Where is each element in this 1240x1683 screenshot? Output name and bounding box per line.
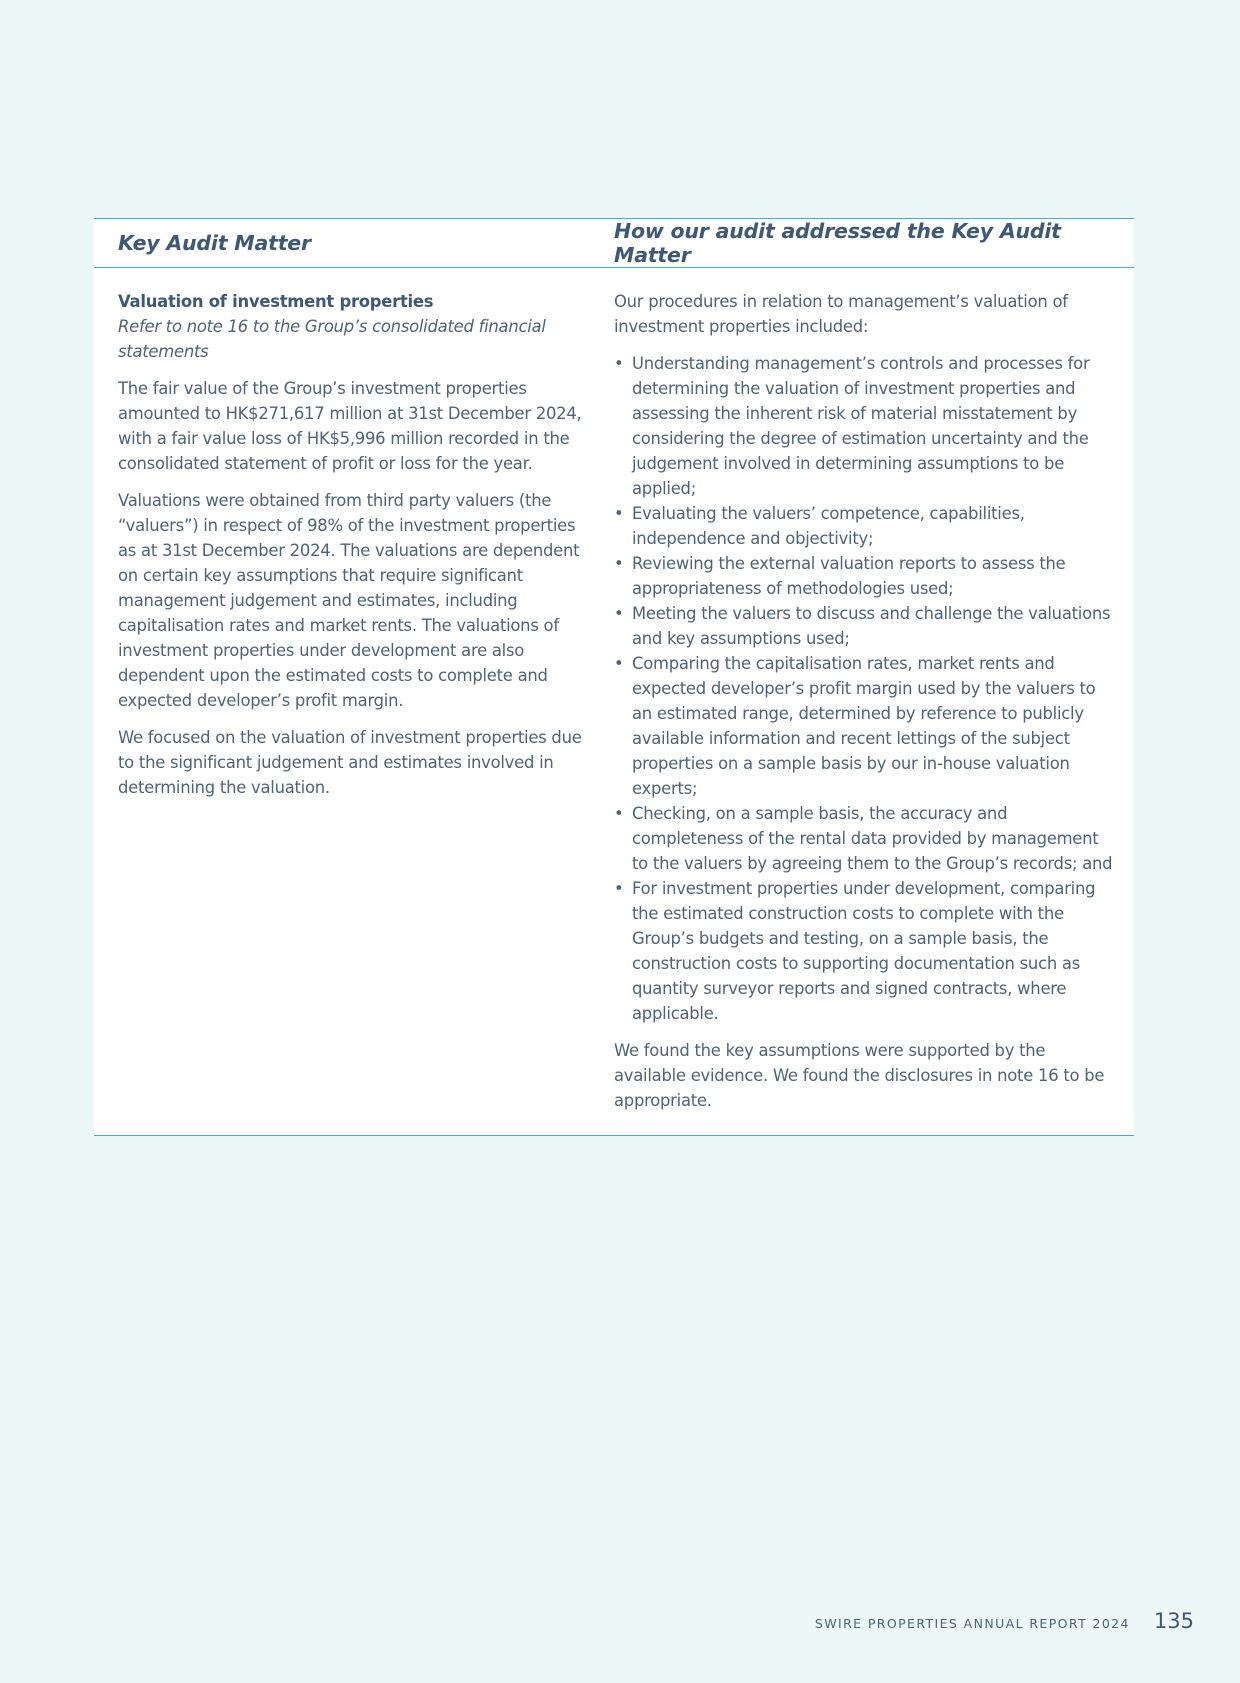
matter-subtitle: Valuation of investment properties <box>118 292 434 311</box>
header-how-addressed: How our audit addressed the Key Audit Matter <box>614 219 1061 267</box>
procedures-intro: Our procedures in relation to management’s valuation of investment properties included: <box>614 292 1068 336</box>
header-cell-left <box>94 231 614 255</box>
list-item: • Understanding management’s controls and processes for determining the valuation of investment properties and assessing the inherent risk of material misstatement by considering the degree of estimation uncertainty and the judgement involved in determining assumptions to be applied; <box>614 351 1116 501</box>
matter-paragraph: Valuations were obtained from third party valuers (the “valuers”) in respect of 98% of the investment properties as at 31st December 2024. The valuations are dependent on certain key assumptions that require significant management judgement and estimates, including capitalisation rates and market rents. The valuations of investment properties under development are also dependent upon the estimated costs to complete and expected developer’s profit margin. <box>118 491 580 710</box>
procedures-conclusion: We found the key assumptions were supported by the available evidence. We found the disclosures in note 16 to be appropriate. <box>614 1041 1105 1110</box>
table-body-row <box>94 268 1134 1135</box>
page-footer <box>815 1609 1194 1633</box>
right-column <box>614 289 1134 1113</box>
report-name: SWIRE PROPERTIES ANNUAL REPORT 2024 <box>814 1616 1130 1631</box>
matter-paragraph: We focused on the valuation of investment properties due to the significant judgement and estimates involved in determining the valuation. <box>118 728 582 797</box>
matter-paragraph: The fair value of the Group’s investment properties amounted to HK$271,617 million at 31st December 2024, with a fair value loss of HK$5,996 million recorded in the consolidated statement of profit or loss for the year. <box>118 379 582 473</box>
list-item: • For investment properties under development, comparing the estimated construction costs to complete with the Group’s budgets and testing, on a sample basis, the construction costs to supporting documentation such as quantity surveyor reports and signed contracts, where applicable. <box>614 876 1116 1026</box>
left-column <box>94 289 614 1113</box>
procedures-list <box>614 351 1116 1026</box>
key-audit-matter-table <box>94 218 1134 1136</box>
list-item: • Evaluating the valuers’ competence, capabilities, independence and objectivity; <box>614 501 1116 551</box>
header-cell-right <box>614 219 1134 267</box>
list-item: • Meeting the valuers to discuss and challenge the valuations and key assumptions used; <box>614 601 1116 651</box>
matter-reference: Refer to note 16 to the Group’s consolidated financial statements <box>118 317 546 361</box>
page-number: 135 <box>1153 1609 1194 1633</box>
list-item: • Checking, on a sample basis, the accuracy and completeness of the rental data provided by management to the valuers by agreeing them to the Group’s records; and <box>614 801 1116 876</box>
list-item: • Reviewing the external valuation reports to assess the appropriateness of methodologies used; <box>614 551 1116 601</box>
header-key-audit-matter: Key Audit Matter <box>118 231 311 255</box>
table-header-row <box>94 219 1134 268</box>
list-item: • Comparing the capitalisation rates, market rents and expected developer’s profit margin used by the valuers to an estimated range, determined by reference to publicly available information and recent lettings of the subject properties on a sample basis by our in-house valuation experts; <box>614 651 1116 801</box>
